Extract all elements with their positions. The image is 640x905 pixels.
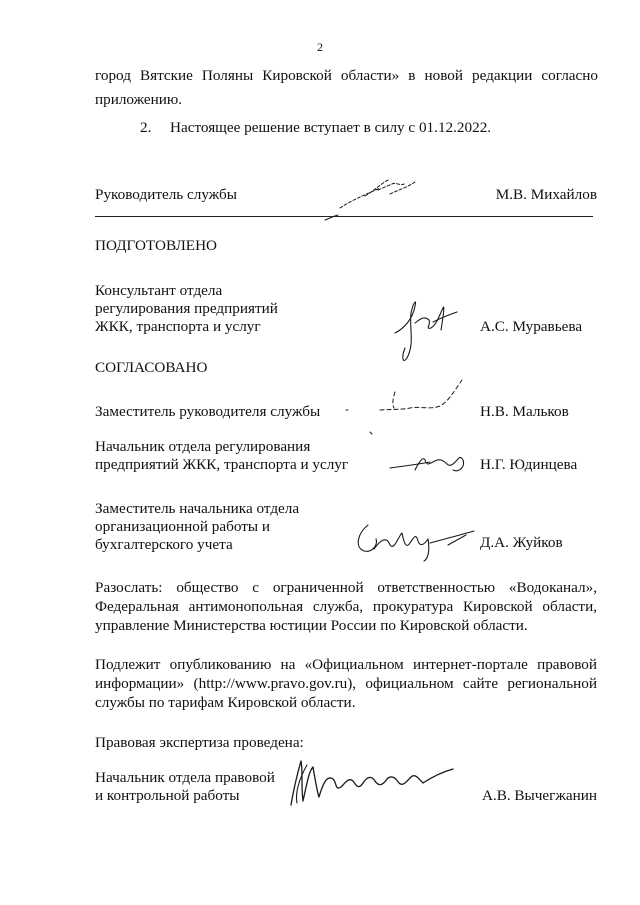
approver-2-signature-image xyxy=(385,440,475,480)
legal-signature-image xyxy=(283,753,463,813)
intro-line-2: приложению. xyxy=(95,91,183,108)
approver-2-position-2: предприятий ЖКК, транспорта и услуг xyxy=(95,456,349,473)
distribution-line-1: Разослать: общество с ограниченной ответственностью «Водоканал», xyxy=(95,579,597,596)
distribution-line-2: Федеральная антимонопольная служба, прокуратура Кировской области, xyxy=(95,598,597,615)
signature-divider xyxy=(95,216,593,217)
approver-3-signature-image xyxy=(350,515,480,565)
legal-heading: Правовая экспертиза проведена: xyxy=(95,734,304,751)
head-position: Руководитель службы xyxy=(95,186,237,203)
approver-2-name: Н.Г. Юдинцева xyxy=(480,456,578,473)
intro-line-1: город Вятские Поляны Кировской области» в новой редакции согласно xyxy=(95,67,598,84)
legal-position-1: Начальник отдела правовой xyxy=(95,769,275,786)
legal-name: А.В. Вычегжанин xyxy=(481,787,597,804)
prepared-position-3: ЖКК, транспорта и услуг xyxy=(95,318,261,335)
prepared-position-2: регулирования предприятий xyxy=(95,300,278,317)
approver-1-signature-image xyxy=(340,376,470,436)
head-signature-image xyxy=(320,168,430,228)
page-number: 2 xyxy=(317,40,323,54)
head-name: М.В. Михайлов xyxy=(495,186,597,203)
approver-1-name: Н.В. Мальков xyxy=(480,403,569,420)
approver-3-name: Д.А. Жуйков xyxy=(480,534,563,551)
prepared-position-1: Консультант отдела xyxy=(95,282,223,299)
publication-line-1: Подлежит опубликованию на «Официальном интернет-портале правовой xyxy=(95,656,597,673)
item-text: Настоящее решение вступает в силу с 01.12.2022. xyxy=(170,119,492,136)
legal-position-2: и контрольной работы xyxy=(95,787,240,804)
approved-heading: СОГЛАСОВАНО xyxy=(95,359,208,376)
prepared-heading: ПОДГОТОВЛЕНО xyxy=(95,237,218,254)
approver-3-position-2: организационной работы и xyxy=(95,518,270,535)
approver-2-position-1: Начальник отдела регулирования xyxy=(95,438,311,455)
publication-line-2: информации» (http://www.pravo.gov.ru), официальном сайте региональной xyxy=(95,675,597,692)
approver-1-position: Заместитель руководителя службы xyxy=(95,403,321,420)
approver-3-position-1: Заместитель начальника отдела xyxy=(95,500,300,517)
prepared-signature-image xyxy=(385,288,465,368)
prepared-name: А.С. Муравьева xyxy=(480,318,583,335)
publication-line-3: службы по тарифам Кировской области. xyxy=(95,694,356,711)
distribution-line-3: управление Министерства юстиции России по Кировской области. xyxy=(95,617,528,634)
item-number: 2. xyxy=(140,119,152,136)
approver-3-position-3: бухгалтерского учета xyxy=(95,536,233,553)
